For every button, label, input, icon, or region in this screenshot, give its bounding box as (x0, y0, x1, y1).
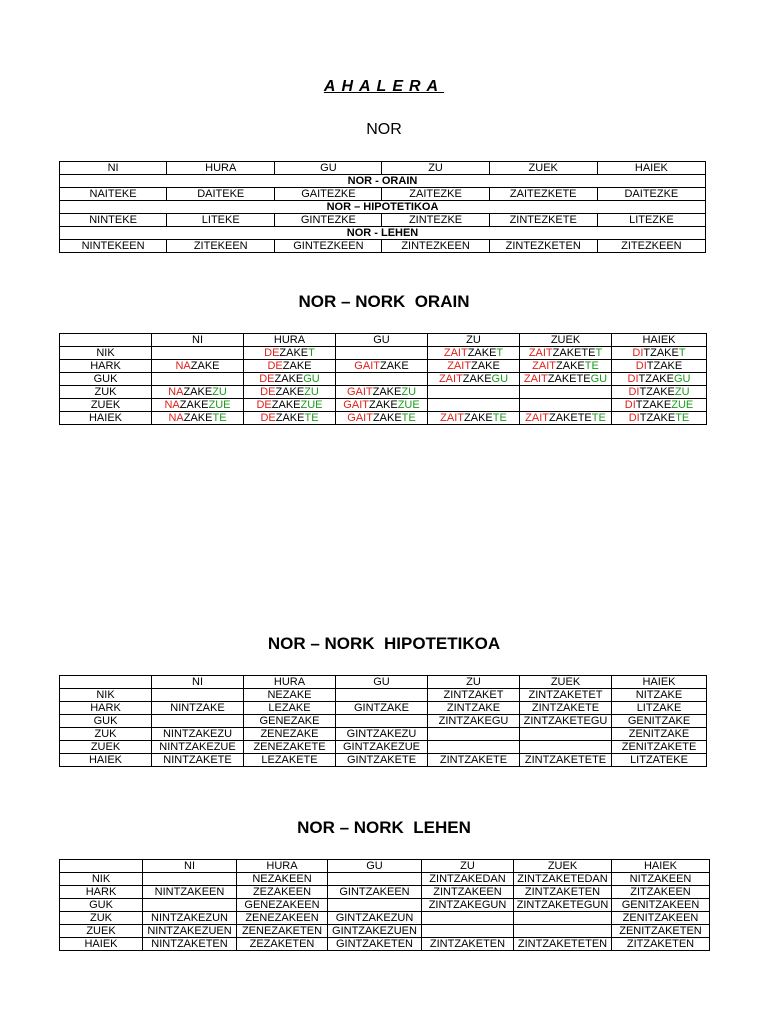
table-cell (152, 386, 244, 399)
prefix-segment: DI (627, 373, 639, 385)
prefix-segment: DE (260, 386, 276, 398)
column-header: HAIEK (597, 162, 705, 175)
table-cell (520, 728, 612, 741)
prefix-segment: NA (164, 399, 180, 411)
table-cell: LITZATEKE (612, 754, 707, 767)
stem-segment: TZAKE (635, 399, 672, 411)
table-cell (336, 360, 428, 373)
table-cell (520, 741, 612, 754)
table-cell (152, 399, 244, 412)
column-header (60, 334, 152, 347)
column-header: HAIEK (612, 676, 707, 689)
table-row (60, 912, 710, 925)
table-cell: ZITEZKEEN (597, 240, 705, 253)
table-cell: GENITZAKEEN (612, 899, 710, 912)
table-cell: NITZAKE (612, 689, 707, 702)
table-cell (152, 412, 244, 425)
stem-segment: ZAKE (464, 412, 493, 424)
table-cell: ZINTZAKETE (428, 754, 520, 767)
prefix-segment: ZAIT (532, 360, 557, 372)
table-row (60, 715, 707, 728)
orain-table (59, 333, 707, 425)
stem-segment: ZAKE (467, 347, 497, 359)
column-header: NI (143, 860, 237, 873)
table-cell (152, 373, 244, 386)
stem-segment: ZAKE (183, 386, 213, 398)
hipotetikoa-table (59, 675, 707, 767)
prefix-segment: DE (267, 360, 283, 372)
table-cell: LITZAKE (612, 702, 707, 715)
table-cell: ZINTZAKEGUN (422, 899, 514, 912)
column-header: ZUEK (520, 676, 612, 689)
table-row (60, 754, 707, 767)
stem-segment: ZAKE (179, 399, 209, 411)
table-cell (244, 399, 336, 412)
suffix-segment: T (678, 347, 686, 359)
table-cell: GENEZAKE (244, 715, 336, 728)
table-cell: GINTEZKE (275, 214, 382, 227)
table-cell (428, 412, 520, 425)
suffix-segment: GU (303, 373, 320, 385)
column-header: GU (336, 334, 428, 347)
column-header: GU (328, 860, 422, 873)
stem-segment: ZAKE (462, 373, 492, 385)
table-row (60, 689, 707, 702)
suffix-segment: T (496, 347, 504, 359)
table-cell: NINTZAKEZUN (143, 912, 237, 925)
stem-segment: ZAKE (274, 373, 304, 385)
table-cell: ZINTZAKETEN (514, 886, 612, 899)
table-cell (336, 373, 428, 386)
table-cell (612, 347, 707, 360)
group-band-row (60, 201, 706, 214)
row-label: HAIEK (60, 754, 152, 767)
table-row (60, 347, 707, 360)
row-label: NIK (60, 689, 152, 702)
table-cell: ZINTZAKETEDAN (514, 873, 612, 886)
column-header: ZUEK (489, 162, 597, 175)
row-label: ZUK (60, 912, 143, 925)
suffix-segment: TE (675, 412, 690, 424)
table-cell: ZENITZAKETE (612, 741, 707, 754)
column-header: HURA (244, 676, 336, 689)
column-header: ZU (428, 334, 520, 347)
table-cell: LEZAKE (244, 702, 336, 715)
prefix-segment: DE (259, 373, 275, 385)
table-cell (336, 412, 428, 425)
prefix-segment: ZAIT (440, 412, 465, 424)
suffix-segment: TE (591, 412, 606, 424)
prefix-segment: GAIT (343, 399, 369, 411)
suffix-segment: GU (590, 373, 608, 385)
prefix-segment: DI (628, 386, 640, 398)
table-cell (336, 689, 428, 702)
table-cell: ZINTZAKETEN (422, 938, 514, 951)
suffix-segment: ZU (674, 386, 690, 398)
table-row (60, 360, 707, 373)
table-cell (328, 873, 422, 886)
table-cell (428, 386, 520, 399)
table-cell (152, 347, 244, 360)
table-cell (152, 689, 244, 702)
table-cell (520, 360, 612, 373)
table-cell: ZINTEZKETE (489, 214, 597, 227)
table-cell: GINTZAKE (336, 702, 428, 715)
column-header: GU (275, 162, 382, 175)
lehen-table (59, 859, 710, 951)
group-label: NOR - ORAIN (60, 175, 706, 188)
row-label: ZUEK (60, 741, 152, 754)
stem-segment: ZAKE (271, 399, 301, 411)
table-cell: NEZAKEEN (237, 873, 328, 886)
table-cell: ZINTZAKETET (520, 689, 612, 702)
stem-segment: ZAKE (183, 412, 213, 424)
column-header: NI (152, 334, 244, 347)
header-row (60, 676, 707, 689)
group-band-row (60, 175, 706, 188)
table-cell: ZINTEZKETEN (489, 240, 597, 253)
prefix-segment: DI (624, 399, 636, 411)
table-row (60, 938, 710, 951)
suffix-segment: TE (584, 360, 599, 372)
table-cell: ZINTEZKEEN (382, 240, 489, 253)
table-cell: ZENITZAKETEN (612, 925, 710, 938)
table-cell (336, 715, 428, 728)
table-cell (244, 360, 336, 373)
section-title-hipotetikoa: NOR – NORK HIPOTETIKOA (267, 634, 501, 653)
table-cell: GINTZAKETEN (328, 938, 422, 951)
table-cell: ZENEZAKE (244, 728, 336, 741)
row-label: HARK (60, 360, 152, 373)
prefix-segment: DI (635, 360, 647, 372)
prefix-segment: ZAIT (443, 347, 468, 359)
table-row (60, 240, 706, 253)
table-row (60, 412, 707, 425)
table-cell: ZINTZAKETETEN (514, 938, 612, 951)
table-cell (428, 728, 520, 741)
table-cell (520, 386, 612, 399)
table-cell (428, 347, 520, 360)
table-cell: NINTZAKETE (152, 754, 244, 767)
column-header: ZUEK (514, 860, 612, 873)
table-row (60, 214, 706, 227)
table-cell (612, 399, 707, 412)
table-cell: GAITEZKE (275, 188, 382, 201)
table-cell (152, 715, 244, 728)
suffix-segment: ZUE (397, 399, 420, 411)
column-header: ZUEK (520, 334, 612, 347)
table-cell (422, 912, 514, 925)
column-header: HAIEK (612, 334, 707, 347)
table-cell (520, 373, 612, 386)
table-cell: NINTZAKEZUEN (143, 925, 237, 938)
table-cell: NITZAKEEN (612, 873, 710, 886)
table-cell (514, 925, 612, 938)
table-cell (244, 386, 336, 399)
table-cell: NINTEKE (60, 214, 167, 227)
group-band-row (60, 227, 706, 240)
prefix-segment: NA (175, 360, 191, 372)
column-header: ZU (382, 162, 489, 175)
table-row (60, 899, 710, 912)
group-label: NOR - LEHEN (60, 227, 706, 240)
table-row (60, 925, 710, 938)
table-cell (520, 399, 612, 412)
table-cell: ZINTEZKE (382, 214, 489, 227)
column-header (60, 860, 143, 873)
table-cell: ZINTZAKEEN (422, 886, 514, 899)
table-cell: ZENITZAKEEN (612, 912, 710, 925)
table-cell: GINTZAKEZUE (336, 741, 428, 754)
prefix-segment: GAIT (347, 412, 373, 424)
column-header: HURA (244, 334, 336, 347)
table-cell: NINTEKEEN (60, 240, 167, 253)
prefix-segment: ZAIT (525, 412, 549, 424)
suffix-segment: TE (492, 412, 507, 424)
stem-segment: TZAKE (639, 412, 676, 424)
table-cell: NAITEKE (60, 188, 167, 201)
stem-segment: TZAKE (638, 373, 674, 385)
table-cell: ZITZAKEEN (612, 886, 710, 899)
page-subtitle: NOR (366, 121, 402, 138)
row-label: GUK (60, 899, 143, 912)
prefix-segment: GAIT (346, 386, 373, 398)
header-row (60, 334, 707, 347)
column-header: GU (336, 676, 428, 689)
row-label: ZUEK (60, 399, 152, 412)
suffix-segment: ZU (401, 386, 417, 398)
table-cell (612, 373, 707, 386)
stem-segment: ZAKE (368, 399, 398, 411)
table-row (60, 399, 707, 412)
suffix-segment: ZU (212, 386, 227, 398)
table-cell (514, 912, 612, 925)
table-cell: ZENITZAKE (612, 728, 707, 741)
table-cell: GENEZAKEEN (237, 899, 328, 912)
table-cell: NEZAKE (244, 689, 336, 702)
table-row (60, 873, 710, 886)
table-cell (422, 925, 514, 938)
table-cell (612, 412, 707, 425)
table-cell: ZENEZAKEEN (237, 912, 328, 925)
table-cell: NINTZAKEZUE (152, 741, 244, 754)
table-cell (520, 347, 612, 360)
prefix-segment: NA (168, 412, 184, 424)
stem-segment: ZAKE (282, 360, 312, 372)
table-row (60, 728, 707, 741)
prefix-segment: ZAIT (528, 347, 553, 359)
table-cell (520, 412, 612, 425)
table-row (60, 386, 707, 399)
group-label: NOR – HIPOTETIKOA (60, 201, 706, 214)
row-label: NIK (60, 347, 152, 360)
section-title-lehen: NOR – NORK LEHEN (297, 818, 471, 837)
row-label: HAIEK (60, 412, 152, 425)
table-cell (143, 873, 237, 886)
table-cell: LEZAKETE (244, 754, 336, 767)
column-header: NI (152, 676, 244, 689)
table-cell: ZEZAKETEN (237, 938, 328, 951)
table-cell (428, 360, 520, 373)
table-cell (244, 412, 336, 425)
table-cell: ZINTZAKETEGU (520, 715, 612, 728)
stem-segment: ZAKE (190, 360, 220, 372)
table-cell: ZITZAKETEN (612, 938, 710, 951)
table-cell: LITEKE (167, 214, 275, 227)
suffix-segment: TE (304, 412, 319, 424)
table-cell: GINTZAKEZU (336, 728, 428, 741)
table-cell: ZINTZAKET (428, 689, 520, 702)
stem-segment: ZAKE (279, 347, 309, 359)
column-header: HURA (237, 860, 328, 873)
stem-segment: ZAKETE (547, 373, 591, 385)
section-title-orain: NOR – NORK ORAIN (298, 292, 470, 311)
table-cell: ZINTZAKEDAN (422, 873, 514, 886)
table-cell: ZENEZAKETE (244, 741, 336, 754)
stem-segment: ZAKETE (548, 412, 592, 424)
suffix-segment: ZUE (671, 399, 694, 411)
table-cell: ZAITEZKE (382, 188, 489, 201)
column-header: NI (60, 162, 167, 175)
prefix-segment: ZAIT (523, 373, 548, 385)
row-label: HARK (60, 886, 143, 899)
row-label: ZUK (60, 386, 152, 399)
stem-segment: TZAKE (639, 386, 675, 398)
table-cell: ZAITEZKETE (489, 188, 597, 201)
prefix-segment: GAIT (354, 360, 380, 372)
suffix-segment: GU (673, 373, 691, 385)
prefix-segment: ZAIT (438, 373, 463, 385)
table-cell: ZINTZAKETEGUN (514, 899, 612, 912)
prefix-segment: DE (260, 412, 276, 424)
table-cell: GINTEZKEEN (275, 240, 382, 253)
table-row (60, 702, 707, 715)
table-cell: DAITEKE (167, 188, 275, 201)
table-cell (244, 347, 336, 360)
prefix-segment: DI (628, 412, 640, 424)
table-cell: ZINTZAKETE (520, 702, 612, 715)
table-cell (152, 360, 244, 373)
stem-segment: ZAKE (275, 412, 305, 424)
table-cell (428, 741, 520, 754)
row-label: NIK (60, 873, 143, 886)
page-title: AHALERA (323, 78, 445, 95)
row-label: HAIEK (60, 938, 143, 951)
prefix-segment: ZAIT (447, 360, 472, 372)
row-label: HARK (60, 702, 152, 715)
table-cell: ZINTZAKE (428, 702, 520, 715)
nor-table (59, 161, 706, 253)
stem-segment: ZAKE (372, 386, 402, 398)
table-row (60, 188, 706, 201)
table-cell (428, 373, 520, 386)
prefix-segment: DE (264, 347, 280, 359)
table-row (60, 373, 707, 386)
stem-segment: ZAKE (471, 360, 500, 372)
column-header: ZU (422, 860, 514, 873)
table-cell: NINTZAKEEN (143, 886, 237, 899)
table-cell: ZENEZAKETEN (237, 925, 328, 938)
table-cell: GINTZAKEZUN (328, 912, 422, 925)
table-cell (328, 899, 422, 912)
table-cell: DAITEZKE (597, 188, 705, 201)
prefix-segment: DI (632, 347, 644, 359)
table-cell (244, 373, 336, 386)
stem-segment: TZAKE (646, 360, 683, 372)
table-cell: GINTZAKEZUEN (328, 925, 422, 938)
column-header: ZU (428, 676, 520, 689)
table-cell: NINTZAKETEN (143, 938, 237, 951)
suffix-segment: TE (401, 412, 416, 424)
stem-segment: ZAKE (379, 360, 409, 372)
column-header: HURA (167, 162, 275, 175)
suffix-segment: ZUE (300, 399, 323, 411)
prefix-segment: DE (256, 399, 272, 411)
prefix-segment: NA (168, 386, 184, 398)
table-cell: GENITZAKE (612, 715, 707, 728)
stem-segment: ZAKE (372, 412, 402, 424)
suffix-segment: T (595, 347, 603, 359)
stem-segment: ZAKE (275, 386, 305, 398)
suffix-segment: TE (212, 412, 227, 424)
table-cell (612, 386, 707, 399)
table-cell (336, 386, 428, 399)
table-cell (428, 399, 520, 412)
header-row (60, 860, 710, 873)
stem-segment: TZAKE (643, 347, 679, 359)
table-row (60, 741, 707, 754)
suffix-segment: ZU (304, 386, 319, 398)
table-cell: ZITEKEEN (167, 240, 275, 253)
table-cell: ZINTZAKETETE (520, 754, 612, 767)
table-cell: ZINTZAKEGU (428, 715, 520, 728)
table-cell (336, 347, 428, 360)
suffix-segment: T (308, 347, 315, 359)
row-label: GUK (60, 373, 152, 386)
column-header (60, 676, 152, 689)
column-header: HAIEK (612, 860, 710, 873)
table-cell: LITEZKE (597, 214, 705, 227)
table-cell: NINTZAKE (152, 702, 244, 715)
table-cell: NINTZAKEZU (152, 728, 244, 741)
table-cell (612, 360, 707, 373)
table-cell: GINTZAKETE (336, 754, 428, 767)
row-label: ZUEK (60, 925, 143, 938)
stem-segment: ZAKE (556, 360, 585, 372)
table-cell (336, 399, 428, 412)
row-label: GUK (60, 715, 152, 728)
stem-segment: ZAKETE (552, 347, 596, 359)
table-cell: ZEZAKEEN (237, 886, 328, 899)
table-cell: GINTZAKEEN (328, 886, 422, 899)
header-row (60, 162, 706, 175)
suffix-segment: GU (491, 373, 509, 385)
table-row (60, 886, 710, 899)
suffix-segment: ZUE (208, 399, 231, 411)
row-label: ZUK (60, 728, 152, 741)
table-cell (143, 899, 237, 912)
